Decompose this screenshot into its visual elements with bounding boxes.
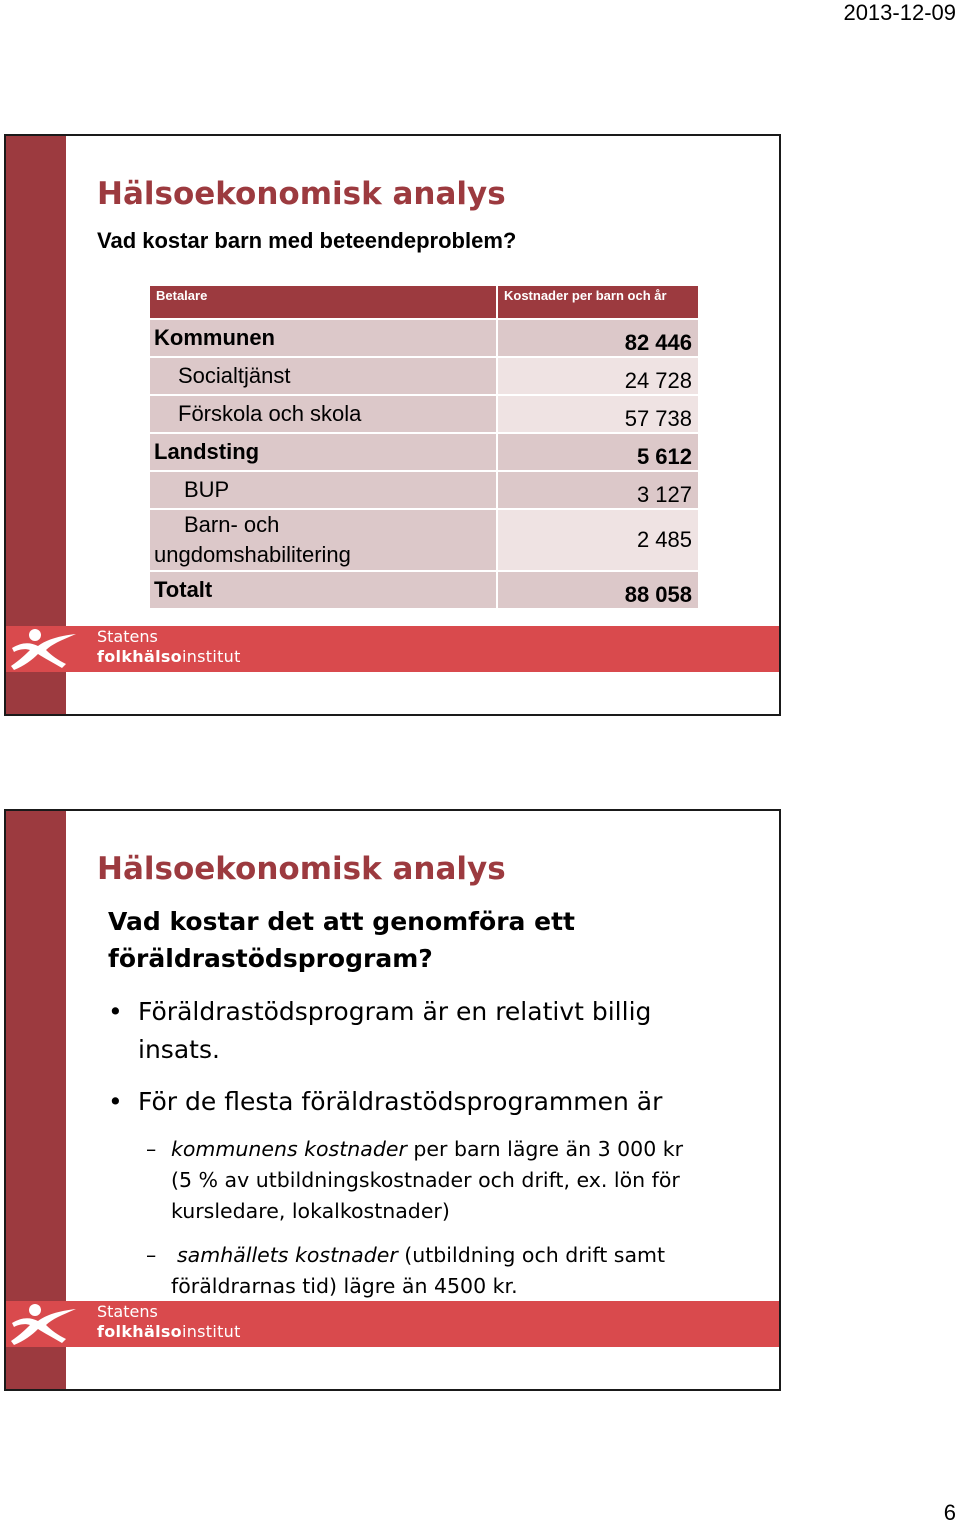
bullet-marker: • (108, 1087, 123, 1116)
sub-bullet-marker: – (146, 1243, 157, 1267)
table-row (149, 509, 699, 571)
cost-table (148, 284, 700, 610)
row-label-line2: ungdomshabilitering (154, 542, 351, 567)
table-header-cost: Kostnader per barn och år (497, 285, 699, 319)
running-figure-icon (8, 626, 80, 672)
slide-subtitle (108, 903, 728, 977)
sub-bullet-rest: (utbildning och drift samt (397, 1243, 666, 1267)
logo-text-institute (97, 1322, 241, 1342)
row-label: Förskola och skola (149, 395, 497, 433)
bullet-item (108, 1083, 728, 1121)
logo-text-institute (97, 647, 241, 667)
bullet-item (108, 993, 728, 1069)
row-value: 88 058 (497, 571, 699, 609)
page-date: 2013-12-09 (843, 0, 956, 25)
table-row (149, 319, 699, 357)
table-header-row (149, 285, 699, 319)
sub-bullet-marker: – (146, 1137, 157, 1161)
institute-logo (6, 1301, 246, 1347)
row-value: 57 738 (497, 395, 699, 433)
bullet-marker: • (108, 997, 123, 1026)
slide-2 (4, 809, 781, 1391)
row-value: 82 446 (497, 319, 699, 357)
logo-text-statens: Statens (97, 1302, 158, 1321)
logo-text-statens: Statens (97, 627, 158, 646)
slide-title: Hälsoekonomisk analys (97, 176, 506, 212)
row-label (149, 509, 497, 571)
row-label: BUP (149, 471, 497, 509)
row-label: Landsting (149, 433, 497, 471)
sub-bullet-item (146, 1134, 736, 1227)
sub-bullet-line2: (5 % av utbildningskostnader och drift, ex. lön för (171, 1168, 680, 1192)
table-row (149, 433, 699, 471)
table-row (149, 395, 699, 433)
logo-text-bold: folkhälso (97, 1322, 182, 1341)
running-figure-icon (8, 1301, 80, 1347)
sub-bullet-rest: per barn lägre än 3 000 kr (406, 1137, 684, 1161)
sub-bullet-text (171, 1240, 736, 1302)
slide-subtitle-line2: föräldrastödsprogram? (108, 944, 433, 973)
row-label-line1: Barn- och (184, 512, 280, 537)
row-label: Socialtjänst (149, 357, 497, 395)
row-value: 24 728 (497, 357, 699, 395)
logo-text-rest: institut (181, 1322, 241, 1341)
page-number: 6 (943, 1500, 956, 1525)
institute-logo (6, 626, 246, 672)
sub-bullet-italic: samhällets kostnader (177, 1243, 398, 1267)
logo-text-bold: folkhälso (97, 647, 182, 666)
bullet-text-line2: insats. (138, 1035, 220, 1064)
bullet-text-line1: Föräldrastödsprogram är en relativt billig (138, 997, 652, 1026)
slide-title: Hälsoekonomisk analys (97, 851, 506, 887)
row-value: 3 127 (497, 471, 699, 509)
slide-subtitle-line1: Vad kostar det att genomföra ett (108, 907, 575, 936)
bullet-text (138, 993, 728, 1069)
slide-1 (4, 134, 781, 716)
sub-bullet-text (171, 1134, 736, 1227)
table-row (149, 471, 699, 509)
slide-subtitle: Vad kostar barn med beteendeproblem? (97, 228, 517, 253)
row-label: Kommunen (149, 319, 497, 357)
row-value: 2 485 (497, 509, 699, 571)
bullet-text: För de flesta föräldrastödsprogrammen är (138, 1087, 663, 1116)
sub-bullet-line2: föräldrarnas tid) lägre än 4500 kr. (171, 1274, 518, 1298)
table-row (149, 571, 699, 609)
sub-bullet-item (146, 1240, 736, 1302)
sub-bullet-line3: kursledare, lokalkostnader) (171, 1199, 450, 1223)
row-label: Totalt (149, 571, 497, 609)
table-row (149, 357, 699, 395)
sub-bullet-italic: kommunens kostnader (171, 1137, 407, 1161)
logo-text-rest: institut (181, 647, 241, 666)
row-value: 5 612 (497, 433, 699, 471)
table-header-payer: Betalare (149, 285, 497, 319)
